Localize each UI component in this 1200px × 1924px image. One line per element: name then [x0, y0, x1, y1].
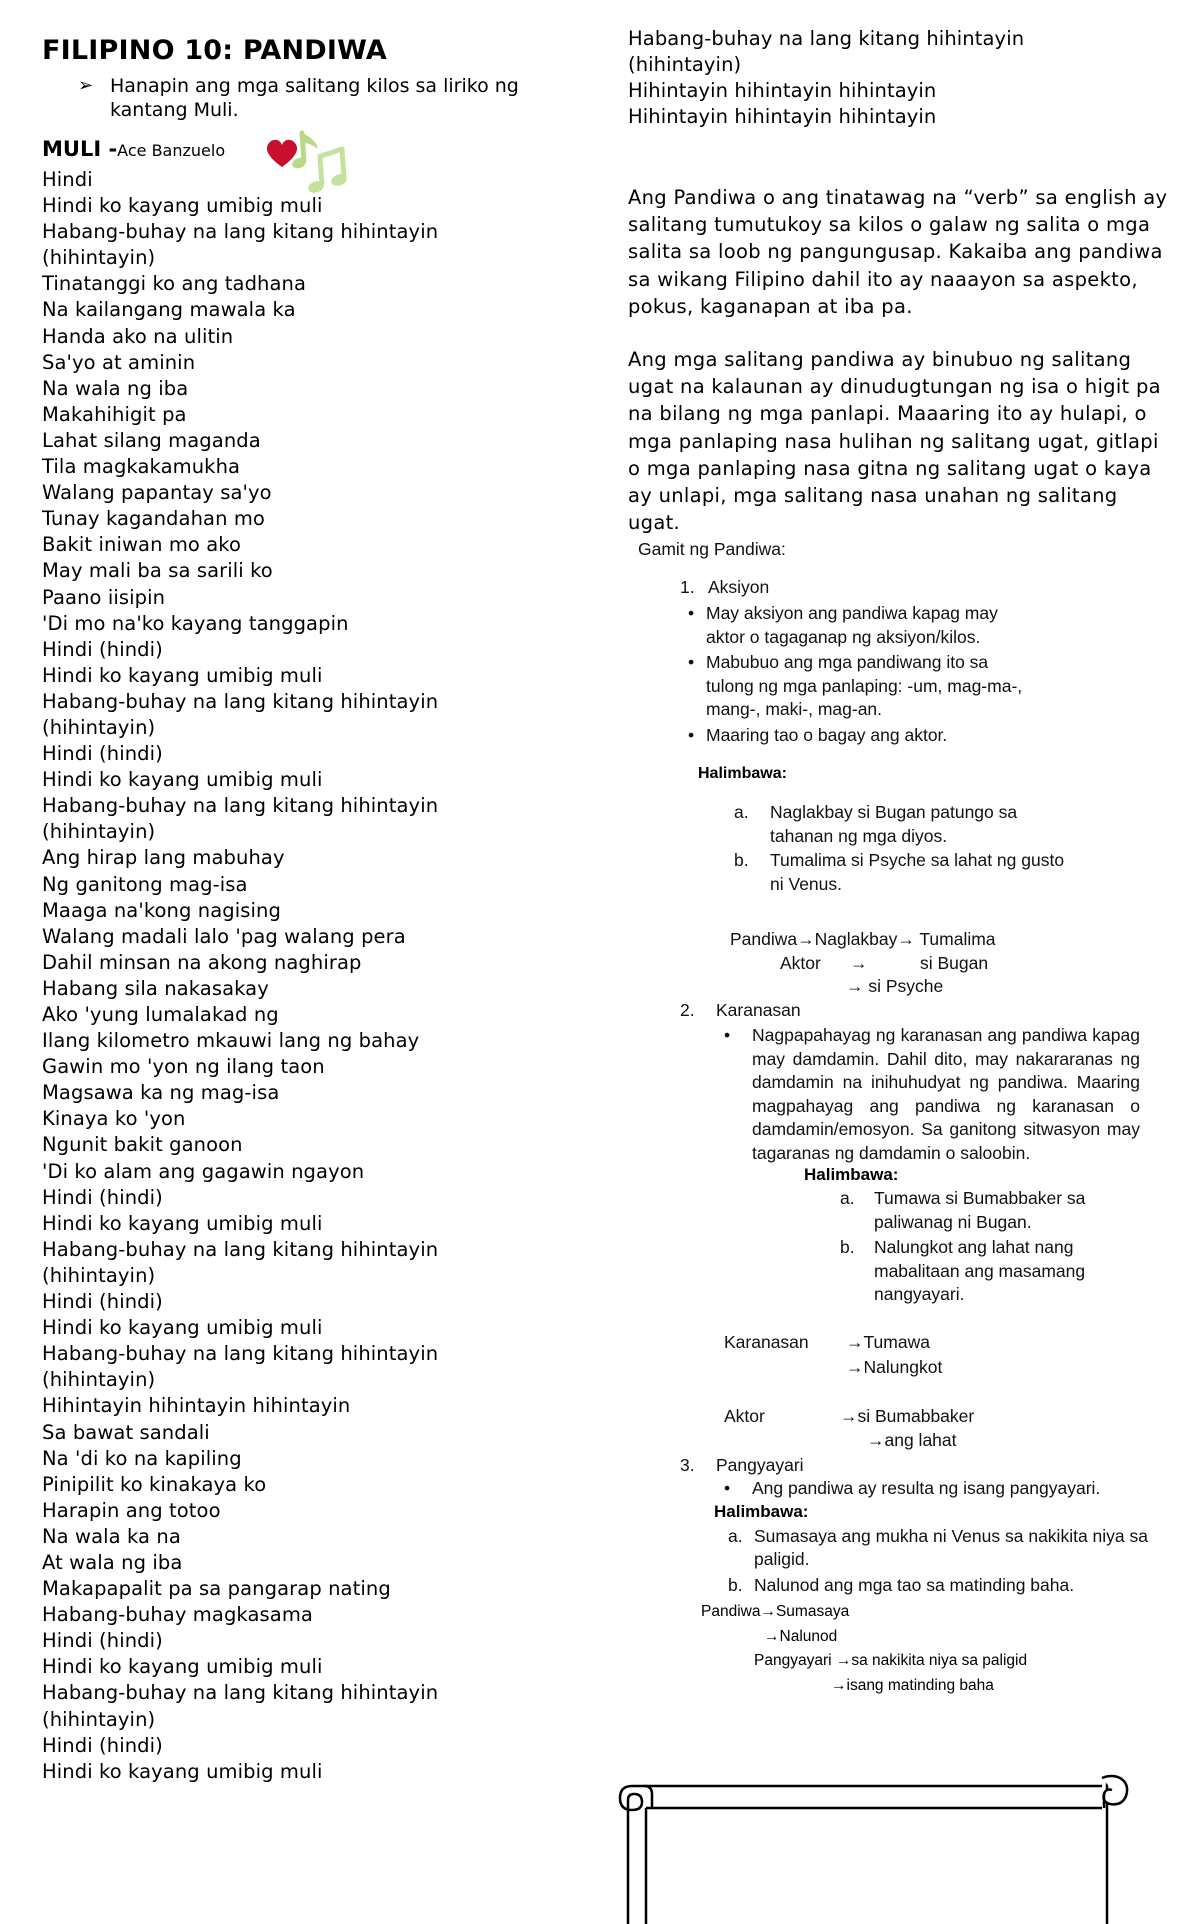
- lyric-line: Habang-buhay na lang kitang hihintayin: [628, 27, 1025, 50]
- karanasan-bullets: [724, 1024, 1140, 1165]
- heart-music-notes-icon: [260, 125, 370, 203]
- lyric-line: Walang madali lalo 'pag walang pera: [42, 924, 406, 948]
- bullet-item: • Ang pandiwa ay resulta ng isang pangyayari.: [724, 1477, 1168, 1501]
- diagram-line: →Nalunod: [764, 1627, 838, 1645]
- instruction-text: Hanapin ang mga salitang kilos sa liriko ng kantang Muli.: [110, 75, 519, 121]
- lyric-line: (hihintayin): [42, 246, 156, 270]
- section-number: 3.: [680, 1454, 695, 1475]
- lyric-line: Hindi ko kayang umibig muli: [42, 1655, 323, 1679]
- gamit-title: Gamit ng Pandiwa:: [638, 539, 786, 560]
- karanasan-diagram: [724, 1331, 1168, 1453]
- lyric-line: Habang-buhay magkasama: [42, 1603, 313, 1627]
- scroll-banner-icon: [612, 1764, 1132, 1924]
- lyric-line: Tinatanggi ko ang tadhana: [42, 272, 307, 296]
- lyric-line: Ng ganitong mag-isa: [42, 872, 248, 896]
- lyric-line: Magsawa ka ng mag-isa: [42, 1081, 280, 1105]
- example-item: [840, 1236, 1120, 1307]
- example-item: [728, 1525, 1168, 1572]
- lyric-line: Sa bawat sandali: [42, 1420, 210, 1444]
- lyric-line: Tunay kagandahan mo: [42, 507, 265, 531]
- example-letter: b.: [728, 1574, 743, 1595]
- lyric-line: Makapapalit pa sa pangarap nating: [42, 1577, 391, 1601]
- lyric-line: Hihintayin hihintayin hihintayin: [42, 1394, 351, 1418]
- bullet-item: • Mabubuo ang mga pandiwang ito sa tulong ng mga panlaping: -um, mag-ma-, mang-, maki-, mag-an.: [688, 651, 1038, 722]
- lyric-line: Hindi ko kayang umibig muli: [42, 1316, 323, 1340]
- diagram-line: → si Psyche: [846, 976, 944, 997]
- lyric-line: Harapin ang totoo: [42, 1498, 221, 1522]
- lyric-line: Maaga na'kong nagising: [42, 898, 281, 922]
- diagram-value: si Bugan: [920, 952, 989, 973]
- section-number: 2.: [680, 999, 695, 1020]
- pandiwa-definition-paragraph: Ang Pandiwa o ang tinatawag na “verb” sa english ay salitang tumutukoy sa kilos o galaw ng salita o mga salita sa loob ng pangungusap. Kakaiba ang pandiwa sa wikang Filipino dahil ito ay naaayon sa aspekto, pokus, kaganapan at iba pa.: [628, 186, 1168, 318]
- lyric-line: Hindi (hindi): [42, 1185, 163, 1209]
- aksiyon-diagram: [730, 928, 1168, 999]
- instruction: [78, 74, 602, 122]
- section-number: 1.: [680, 576, 695, 597]
- lyric-line: At wala ng iba: [42, 1550, 183, 1574]
- lyric-line: Gawin mo 'yon ng ilang taon: [42, 1055, 325, 1079]
- diagram-value: →Tumawa: [846, 1331, 930, 1352]
- bullet-item: • Nagpapahayag ng karanasan ang pandiwa kapag may damdamin. Dahil dito, may nakararanas ng damdamin na inihuhudyat ng pandiwa. Maaring magpahayag ang pandiwa ng karanasan o damdamin/emosyon. Sa ganitong sitwasyon may tagaranas ng damdamin o saloobin.: [724, 1024, 1140, 1165]
- left-column: [42, 34, 602, 1785]
- arrow-icon: →: [850, 952, 868, 973]
- diagram-line: Pandiwa→Naglakbay→ Tumalima: [730, 929, 996, 950]
- aksiyon-bullets: [688, 602, 1038, 747]
- lyric-line: Na 'di ko na kapiling: [42, 1446, 242, 1470]
- section-title: Karanasan: [716, 999, 801, 1020]
- lyric-line: Bakit iniwan mo ako: [42, 533, 242, 557]
- lyric-line: Habang-buhay na lang kitang hihintayin: [42, 1342, 439, 1366]
- lyric-line: Ako 'yung lumalakad ng: [42, 1003, 279, 1026]
- song-header: [42, 137, 602, 167]
- example-letter: a.: [840, 1188, 855, 1209]
- lyric-line: Habang-buhay na lang kitang hihintayin: [42, 794, 439, 818]
- lyric-line: Paano iisipin: [42, 585, 166, 609]
- lyric-line: Hindi (hindi): [42, 742, 163, 766]
- lyric-line: Pinipilit ko kinakaya ko: [42, 1472, 267, 1496]
- diagram-line: [724, 1331, 1168, 1355]
- diagram-value: →Nalungkot: [846, 1357, 943, 1378]
- lyric-line: Hihintayin hihintayin hihintayin: [628, 79, 937, 102]
- lyric-line: (hihintayin): [42, 820, 156, 844]
- pandiwa-formation-paragraph: Ang mga salitang pandiwa ay binubuo ng salitang ugat na kalaunan ay dinudugtungan ng isa o higit pa na bilang ng mga panlapi. Maaaring ito ay hulapi, o mga panlaping nasa hulihan ng salitang ugat, gitlapi o mga panlaping nasa gitna ng salitang ugat o kaya ay unlapi, mga salitang nasa unahan ng salitang ugat.: [628, 348, 1161, 535]
- diagram-label: Karanasan: [724, 1331, 809, 1352]
- lyric-line: (hihintayin): [42, 715, 156, 739]
- lyric-line: Na wala ng iba: [42, 376, 189, 400]
- right-column: [628, 26, 1168, 1698]
- example-item: [728, 1574, 1168, 1598]
- lyric-line: 'Di ko alam ang gagawin ngayon: [42, 1159, 365, 1183]
- lyric-line: Habang-buhay na lang kitang hihintayin: [42, 220, 439, 244]
- lyric-line: Makahihigit pa: [42, 402, 187, 426]
- aksiyon-examples: [734, 801, 1074, 896]
- lyric-line: Kinaya ko 'yon: [42, 1107, 186, 1131]
- example-letter: b.: [734, 850, 749, 871]
- lyric-line: Habang-buhay na lang kitang hihintayin: [42, 1681, 439, 1705]
- section-pangyayari-heading: [680, 1454, 1168, 1478]
- diagram-line: →isang matinding baha: [831, 1676, 994, 1694]
- example-item: [840, 1187, 1120, 1234]
- song-lyrics: [42, 167, 602, 1785]
- example-letter: a.: [734, 802, 749, 823]
- diagram-line: Pandiwa→Sumasaya: [701, 1603, 850, 1621]
- lyric-line: Hindi (hindi): [42, 1629, 163, 1653]
- lyric-line: Hindi (hindi): [42, 1733, 163, 1757]
- example-text: Nalungkot ang lahat nang mabalitaan ang masamang nangyayari.: [874, 1237, 1086, 1305]
- lyric-line: Dahil minsan na akong naghirap: [42, 950, 362, 974]
- lyric-line: Ang hirap lang mabuhay: [42, 846, 285, 870]
- song-artist: Ace Banzuelo: [117, 141, 226, 160]
- lyric-line: Hindi ko kayang umibig muli: [42, 663, 323, 687]
- example-text: Naglakbay si Bugan patungo sa tahanan ng mga diyos.: [770, 802, 1018, 846]
- arrow-bullet-icon: ➢: [78, 75, 94, 96]
- halimbawa-label: Halimbawa:: [804, 1165, 899, 1185]
- lyric-line: Hindi (hindi): [42, 637, 163, 661]
- example-item: [734, 801, 1074, 848]
- lyric-line: Sa'yo at aminin: [42, 350, 196, 374]
- pangyayari-diagram: [628, 1600, 1168, 1698]
- section-title: Aksiyon: [708, 576, 770, 597]
- example-letter: a.: [728, 1525, 743, 1546]
- example-letter: b.: [840, 1237, 855, 1258]
- diagram-label: Aktor: [780, 952, 821, 973]
- diagram-label: Aktor: [724, 1405, 765, 1426]
- diagram-line: Pangyayari →sa nakikita niya sa paligid: [754, 1652, 1028, 1670]
- karanasan-examples: [840, 1187, 1120, 1307]
- song-title: MULI -: [42, 137, 118, 161]
- lyric-line: Na kailangang mawala ka: [42, 298, 296, 322]
- lyric-line: Ilang kilometro mkauwi lang ng bahay: [42, 1029, 420, 1053]
- lyric-line: Handa ako na ulitin: [42, 324, 234, 348]
- lyric-line: Habang sila nakasakay: [42, 976, 269, 1000]
- diagram-line: [730, 952, 1168, 976]
- halimbawa-label: Halimbawa:: [698, 765, 787, 783]
- section-aksiyon-heading: [680, 576, 1168, 600]
- lyric-line: (hihintayin): [42, 1263, 156, 1287]
- diagram-line: [724, 1405, 1168, 1429]
- song-lyrics-continued: [628, 26, 1168, 130]
- section-title: Pangyayari: [716, 1454, 804, 1475]
- lyric-line: Hindi ko kayang umibig muli: [42, 1211, 323, 1235]
- example-text: Nalunod ang mga tao sa matinding baha.: [754, 1574, 1075, 1595]
- pangyayari-bullets: [724, 1477, 1168, 1501]
- lyric-line: Habang-buhay na lang kitang hihintayin: [42, 689, 439, 713]
- lyric-line: Habang-buhay na lang kitang hihintayin: [42, 1237, 439, 1261]
- lyric-line: 'Di mo na'ko kayang tanggapin: [42, 611, 349, 635]
- example-text: Tumawa si Bumabbaker sa paliwanag ni Bugan.: [874, 1188, 1086, 1232]
- lyric-line: Ngunit bakit ganoon: [42, 1133, 243, 1157]
- diagram-value: →si Bumabbaker: [840, 1405, 975, 1426]
- lyric-line: Walang papantay sa'yo: [42, 481, 272, 505]
- lyric-line: (hihintayin): [42, 1368, 156, 1392]
- example-text: Sumasaya ang mukha ni Venus sa nakikita niya sa paligid.: [754, 1525, 1148, 1570]
- example-text: Tumalima si Psyche sa lahat ng gusto ni Venus.: [770, 850, 1065, 894]
- lyric-line: (hihintayin): [628, 53, 742, 76]
- page-title: FILIPINO 10: PANDIWA: [42, 35, 388, 66]
- lyric-line: Hindi ko kayang umibig muli: [42, 1759, 323, 1783]
- lyric-line: Hihintayin hihintayin hihintayin: [628, 105, 937, 128]
- diagram-value: →ang lahat: [867, 1430, 957, 1451]
- lyric-line: Tila magkakamukha: [42, 455, 241, 479]
- section-karanasan-heading: [680, 999, 1168, 1023]
- halimbawa-label: Halimbawa:: [714, 1501, 809, 1521]
- pangyayari-examples: [728, 1525, 1168, 1598]
- bullet-item: • May aksiyon ang pandiwa kapag may aktor o tagaganap ng aksiyon/kilos.: [688, 602, 1038, 649]
- lyric-line: Na wala ka na: [42, 1524, 181, 1548]
- lyric-line: May mali ba sa sarili ko: [42, 559, 273, 583]
- lyric-line: (hihintayin): [42, 1707, 156, 1731]
- example-item: [734, 849, 1074, 896]
- lyric-line: Hindi: [42, 168, 93, 191]
- bullet-item: • Maaring tao o bagay ang aktor.: [688, 724, 1038, 748]
- lyric-line: Hindi (hindi): [42, 1290, 163, 1314]
- lyric-line: Hindi ko kayang umibig muli: [42, 768, 323, 792]
- lyric-line: Lahat silang maganda: [42, 428, 261, 452]
- lyric-line: Hindi ko kayang umibig muli: [42, 194, 323, 218]
